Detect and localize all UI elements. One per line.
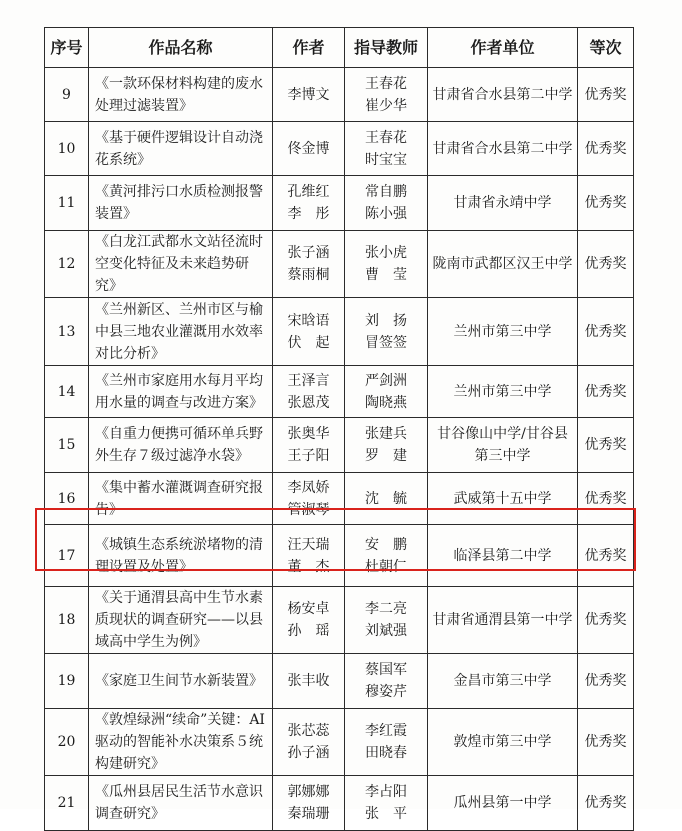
row-index: 18: [45, 587, 89, 654]
row-unit: 兰州市第三中学: [428, 366, 578, 418]
row-title: 《白龙江武都水文站径流时空变化特征及未来趋势研究》: [89, 231, 273, 298]
table-row: [45, 776, 634, 831]
table-row: [45, 525, 634, 587]
row-advisors-line: 王春花: [365, 75, 407, 92]
row-title: 《黄河排污口水质检测报警装置》: [89, 176, 273, 231]
row-index: 11: [45, 176, 89, 231]
row-authors: [273, 473, 345, 525]
row-unit: 瓜州县第一中学: [428, 776, 578, 831]
row-advisors-line: 常自鹏: [365, 184, 407, 200]
row-advisors: [345, 473, 428, 525]
row-authors-line: 孙子涵: [287, 745, 330, 761]
table-row: [45, 654, 634, 709]
row-advisors: [345, 418, 428, 473]
row-award: 优秀奖: [578, 366, 634, 418]
row-award: 优秀奖: [578, 587, 634, 654]
row-authors: [273, 122, 345, 176]
row-advisors-line: 时宝宝: [365, 151, 407, 168]
row-advisors-line: 李红霞: [365, 723, 407, 739]
row-award: 优秀奖: [578, 68, 634, 122]
row-advisors-line: 田晓春: [365, 745, 407, 761]
row-authors-line: 郭娜娜: [287, 784, 330, 800]
row-title: 《敦煌绿洲“续命”关键：AI驱动的智能补水决策系５统构建研究》: [89, 709, 273, 776]
row-advisors-line: 李二亮: [365, 601, 407, 617]
row-advisors-line: 刘斌强: [365, 623, 407, 639]
row-title: 《城镇生态系统淤堵物的清理设置及处置》: [89, 525, 273, 587]
row-authors: [273, 776, 345, 831]
row-unit: 兰州市第三中学: [428, 298, 578, 366]
row-advisors-line: 张小虎: [365, 245, 407, 261]
row-authors-line: 张恩茂: [287, 394, 330, 411]
table-row: [45, 709, 634, 776]
row-advisors-line: 沈 毓: [365, 490, 407, 507]
row-authors-line: 王子阳: [287, 448, 330, 464]
row-authors: [273, 587, 345, 654]
row-award: 优秀奖: [578, 418, 634, 473]
row-index: 13: [45, 298, 89, 366]
row-advisors: [345, 776, 428, 831]
row-authors-line: 李博文: [287, 86, 330, 103]
row-title: 《关于通渭县高中生节水素质现状的调查研究——以县域高中学生为例》: [89, 587, 273, 654]
row-advisors-line: 陶晓燕: [365, 394, 407, 411]
row-advisors: [345, 587, 428, 654]
row-advisors: [345, 68, 428, 122]
row-index: 14: [45, 366, 89, 418]
row-unit: 金昌市第三中学: [428, 654, 578, 709]
row-advisors: [345, 654, 428, 709]
row-title: 《集中蓄水灌溉调查研究报告》: [89, 473, 273, 525]
row-index: 17: [45, 525, 89, 587]
row-authors: [273, 525, 345, 587]
row-award: 优秀奖: [578, 709, 634, 776]
row-authors-line: 孔维红: [287, 184, 330, 200]
row-advisors-line: 杜朝仁: [365, 558, 407, 575]
row-award: 优秀奖: [578, 298, 634, 366]
table-row: [45, 366, 634, 418]
row-advisors-line: 蔡国军: [365, 662, 407, 678]
table-body: [45, 68, 634, 831]
table-row: [45, 418, 634, 473]
row-authors: [273, 176, 345, 231]
row-index: 19: [45, 654, 89, 709]
row-advisors: [345, 298, 428, 366]
row-authors-line: 宋晗语: [287, 312, 330, 329]
table-row: [45, 68, 634, 122]
row-advisors-line: 严剑洲: [365, 372, 407, 389]
row-unit: 甘肃省永靖中学: [428, 176, 578, 231]
row-authors-line: 董 杰: [287, 558, 330, 575]
row-award: 优秀奖: [578, 473, 634, 525]
row-unit: 陇南市武都区汉王中学: [428, 231, 578, 298]
row-authors-line: 杨安卓: [287, 601, 330, 617]
row-authors-line: 张子涵: [287, 245, 330, 261]
row-unit: 敦煌市第三中学: [428, 709, 578, 776]
row-index: 21: [45, 776, 89, 831]
row-unit: 甘肃省合水县第二中学: [428, 122, 578, 176]
table-row: [45, 122, 634, 176]
header-title: 作品名称: [89, 28, 273, 68]
row-award: 优秀奖: [578, 176, 634, 231]
row-unit: 武威第十五中学: [428, 473, 578, 525]
row-advisors-line: 安 鹏: [365, 536, 407, 553]
row-authors-line: 汪天瑞: [287, 536, 330, 553]
header-unit: 作者单位: [428, 28, 578, 68]
row-unit: 甘肃省通渭县第一中学: [428, 587, 578, 654]
row-advisors: [345, 709, 428, 776]
row-advisors: [345, 176, 428, 231]
header-award: 等次: [578, 28, 634, 68]
row-authors: [273, 709, 345, 776]
row-authors-line: 蔡雨桐: [287, 267, 330, 283]
row-title: 《兰州新区、兰州市区与榆中县三地农业灌溉用水效率对比分析》: [89, 298, 273, 366]
row-authors: [273, 231, 345, 298]
row-advisors: [345, 122, 428, 176]
row-authors-line: 李凤娇: [287, 479, 330, 496]
row-advisors: [345, 525, 428, 587]
row-award: 优秀奖: [578, 122, 634, 176]
row-award: 优秀奖: [578, 654, 634, 709]
header-advisor: 指导教师: [345, 28, 428, 68]
row-award: 优秀奖: [578, 525, 634, 587]
row-title: 《基于硬件逻辑设计自动浇花系统》: [89, 122, 273, 176]
row-title: 《自重力便携可循环单兵野外生存７级过滤净水袋》: [89, 418, 273, 473]
row-index: 10: [45, 122, 89, 176]
row-authors-line: 张奥华: [287, 426, 330, 442]
row-unit: 甘谷像山中学/甘谷县第三中学: [428, 418, 578, 473]
row-authors: [273, 366, 345, 418]
row-index: 15: [45, 418, 89, 473]
row-title: 《家庭卫生间节水新装置》: [89, 654, 273, 709]
row-authors-line: 王泽言: [287, 372, 330, 389]
row-unit: 甘肃省合水县第二中学: [428, 68, 578, 122]
row-advisors-line: 崔少华: [365, 97, 407, 114]
row-authors-line: 秦瑞珊: [287, 806, 330, 822]
header-author: 作者: [273, 28, 345, 68]
row-advisors-line: 曹 莹: [365, 267, 407, 283]
row-advisors-line: 刘 扬: [365, 312, 407, 329]
header-index: 序号: [45, 28, 89, 68]
table-row: [45, 473, 634, 525]
row-index: 20: [45, 709, 89, 776]
row-advisors: [345, 231, 428, 298]
row-title: 《一款环保材料构建的废水处理过滤装置》: [89, 68, 273, 122]
row-title: 《兰州市家庭用水每月平均用水量的调查与改进方案》: [89, 366, 273, 418]
row-advisors-line: 穆姿芹: [365, 684, 407, 700]
awards-table: [44, 27, 634, 831]
row-authors-line: 张芯蕊: [287, 723, 330, 739]
table-row: [45, 231, 634, 298]
row-index: 12: [45, 231, 89, 298]
row-authors: [273, 418, 345, 473]
row-advisors-line: 王春花: [365, 129, 407, 146]
row-authors-line: 孙 瑶: [287, 623, 330, 639]
row-authors-line: 李 彤: [287, 206, 330, 222]
row-authors-line: 张丰收: [287, 673, 330, 689]
row-unit: 临泽县第二中学: [428, 525, 578, 587]
row-authors: [273, 298, 345, 366]
row-advisors-line: 罗 建: [365, 448, 407, 464]
row-index: 16: [45, 473, 89, 525]
table-row: [45, 587, 634, 654]
row-advisors-line: 陈小强: [365, 206, 407, 222]
row-award: 优秀奖: [578, 776, 634, 831]
row-advisors: [345, 366, 428, 418]
table-row: [45, 298, 634, 366]
row-authors: [273, 654, 345, 709]
row-title: 《瓜州县居民生活节水意识调查研究》: [89, 776, 273, 831]
row-advisors-line: 李占阳: [365, 784, 407, 800]
row-award: 优秀奖: [578, 231, 634, 298]
table-row: [45, 176, 634, 231]
row-authors-line: 伏 起: [287, 334, 330, 351]
row-advisors-line: 张 平: [365, 806, 407, 822]
row-authors-line: 佟金博: [287, 140, 330, 157]
row-authors-line: 管淑琴: [287, 501, 330, 518]
row-advisors-line: 张建兵: [365, 426, 407, 442]
row-authors: [273, 68, 345, 122]
row-advisors-line: 冒签签: [365, 334, 407, 351]
table-header-row: [45, 28, 634, 68]
row-index: 9: [45, 68, 89, 122]
